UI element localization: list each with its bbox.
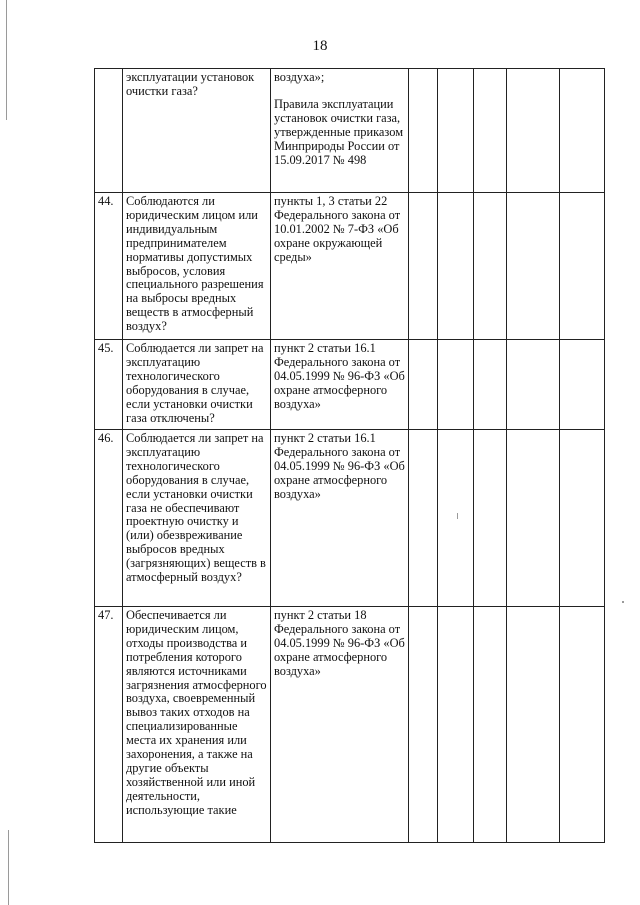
- answer-cell-no: [438, 430, 474, 607]
- legal-reference: пункт 2 статьи 16.1 Федерального закона от 04.05.1999 № 96-ФЗ «Об охране атмосферного воздуха»: [271, 430, 409, 607]
- answer-cell-na: [474, 69, 507, 193]
- answer-cell-extra: [560, 430, 605, 607]
- answer-cell-yes: [409, 69, 438, 193]
- table-row: [95, 340, 605, 430]
- answer-cell-yes: [409, 193, 438, 340]
- answer-cell-na: [474, 193, 507, 340]
- requirement-question: эксплуатации установок очистки газа?: [123, 69, 271, 193]
- row-number: 45.: [95, 340, 123, 430]
- answer-cell-yes: [409, 607, 438, 843]
- row-number: 46.: [95, 430, 123, 607]
- scan-artifact-mark: [6, 0, 7, 120]
- answer-cell-extra: [560, 69, 605, 193]
- legal-reference-part: воздуха»;: [274, 70, 325, 84]
- answer-cell-na: [474, 430, 507, 607]
- answer-cell-extra: [560, 340, 605, 430]
- table-row: [95, 607, 605, 843]
- answer-cell-note: [507, 193, 560, 340]
- row-number: [95, 69, 123, 193]
- answer-cell-extra: [560, 607, 605, 843]
- answer-cell-no: [438, 193, 474, 340]
- legal-reference: пункты 1, 3 статьи 22 Федерального закона от 10.01.2002 № 7-ФЗ «Об охране окружающей среды»: [271, 193, 409, 340]
- legal-reference-part: Правила эксплуатации установок очистки газа, утвержденные приказом Минприроды России от 15.09.2017 № 498: [274, 96, 404, 167]
- legal-reference: [271, 69, 409, 193]
- answer-cell-note: [507, 607, 560, 843]
- answer-cell-note: [507, 69, 560, 193]
- answer-cell-na: [474, 340, 507, 430]
- requirement-question: Соблюдается ли запрет на эксплуатацию технологического оборудования в случае, если установки очистки газа отключены?: [123, 340, 271, 430]
- scan-artifact-mark: [622, 601, 624, 603]
- legal-reference: пункт 2 статьи 16.1 Федерального закона от 04.05.1999 № 96-ФЗ «Об охране атмосферного воздуха»: [271, 340, 409, 430]
- row-number: 44.: [95, 193, 123, 340]
- answer-cell-no: [438, 607, 474, 843]
- table-row: [95, 69, 605, 193]
- requirement-question: Обеспечивается ли юридическим лицом, отходы производства и потребления которого являются источниками загрязнения атмосферного воздуха, своевременный вывоз таких отходов на специализированные места их хранения или захоронения, а также на другие объекты хозяйственной или иной деятельности, использующие такие: [123, 607, 271, 843]
- answer-cell-yes: [409, 430, 438, 607]
- answer-cell-na: [474, 607, 507, 843]
- page-number: 18: [312, 38, 328, 54]
- answer-cell-extra: [560, 193, 605, 340]
- answer-cell-note: [507, 340, 560, 430]
- answer-cell-yes: [409, 340, 438, 430]
- row-number: 47.: [95, 607, 123, 843]
- requirement-question: Соблюдаются ли юридическим лицом или индивидуальным предпринимателем нормативы допустимых выбросов, условия специального разрешения на выбросы вредных веществ в атмосферный воздух?: [123, 193, 271, 340]
- scan-artifact-mark: [457, 513, 458, 519]
- legal-reference: пункт 2 статьи 18 Федерального закона от 04.05.1999 № 96-ФЗ «Об охране атмосферного воздуха»: [271, 607, 409, 843]
- answer-cell-no: [438, 69, 474, 193]
- answer-cell-note: [507, 430, 560, 607]
- checklist-table: [94, 68, 605, 843]
- answer-cell-no: [438, 340, 474, 430]
- scan-artifact-mark: [8, 830, 9, 905]
- requirement-question: Соблюдается ли запрет на эксплуатацию технологического оборудования в случае, если установки очистки газа не обеспечивают проектную очистку и (или) обезвреживание выбросов вредных (загрязняющих) веществ в атмосферный воздух?: [123, 430, 271, 607]
- table-row: [95, 430, 605, 607]
- table-row: [95, 193, 605, 340]
